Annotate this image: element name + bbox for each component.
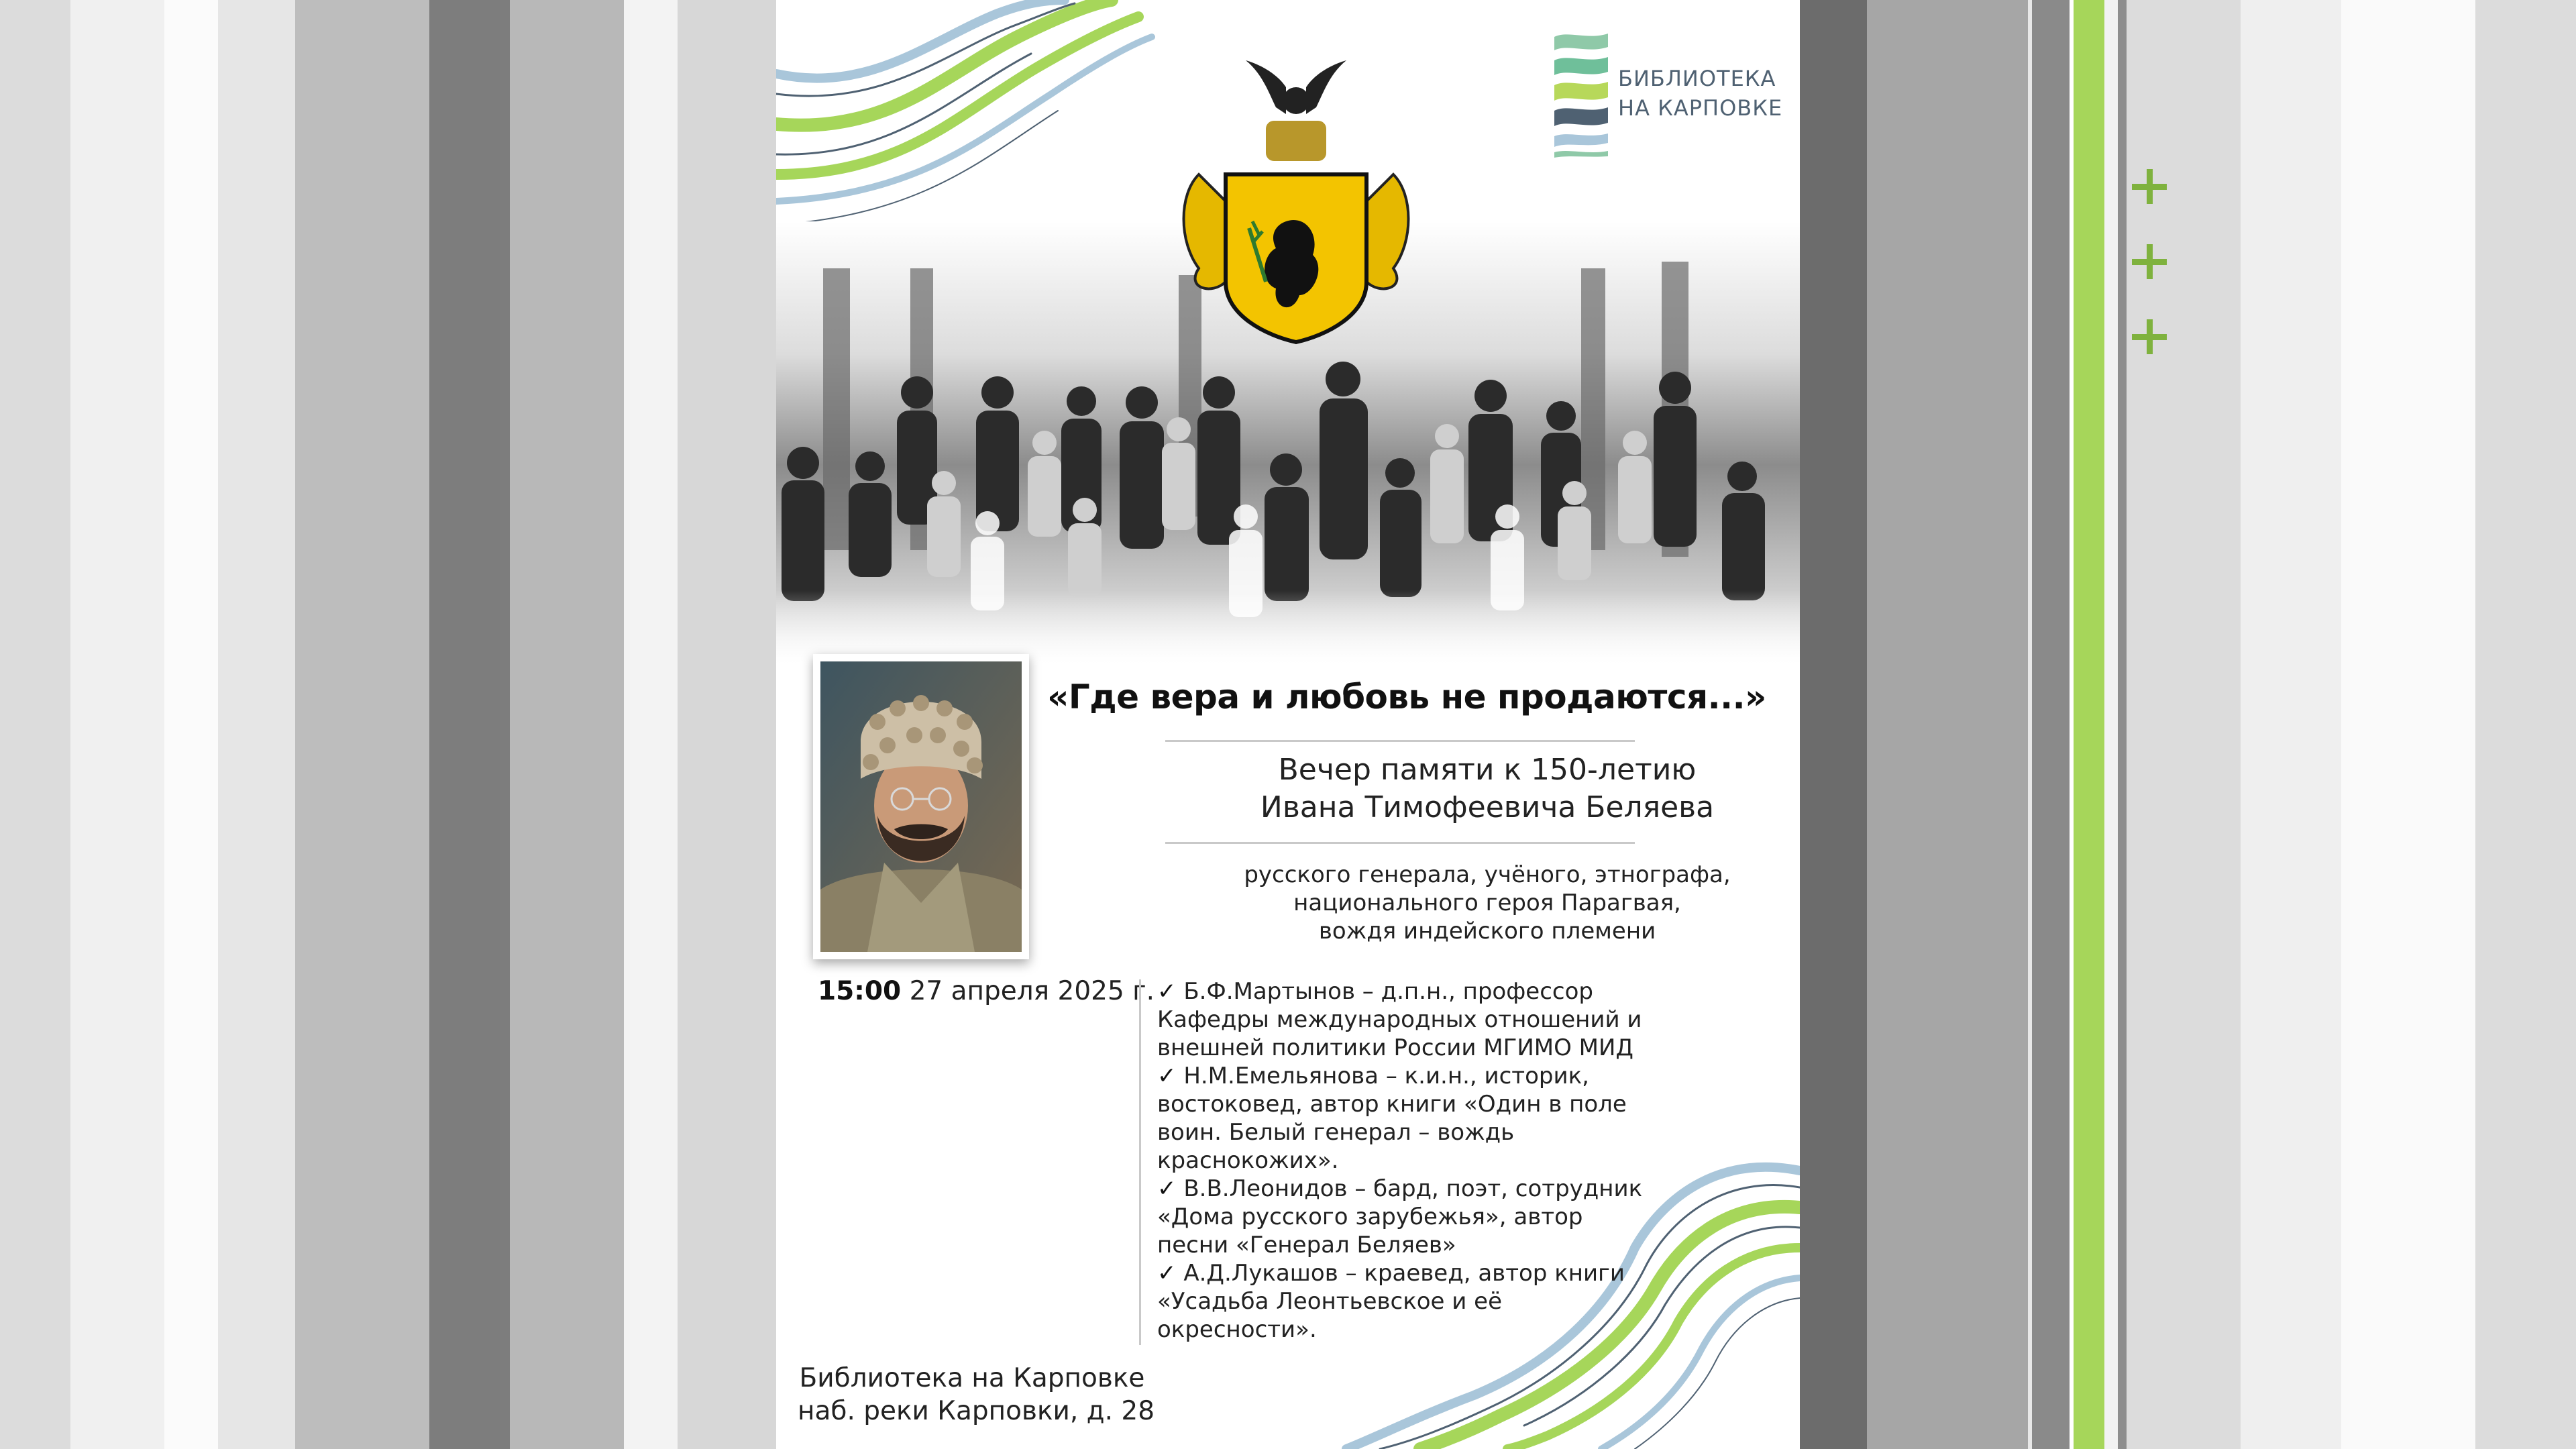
speaker-line: ✓ Б.Ф.Мартынов – д.п.н., профессор xyxy=(1157,978,1593,1005)
desc-line-2: национального героя Парагвая, xyxy=(1293,890,1681,916)
event-title: «Где вера и любовь не продаются...» xyxy=(1047,678,1766,716)
top-wave-decoration xyxy=(776,0,1152,225)
event-poster xyxy=(776,0,1800,1449)
event-address xyxy=(798,1362,1155,1428)
library-logo-text xyxy=(1618,64,1792,123)
speaker-line: воин. Белый генерал – вождь xyxy=(1157,1119,1515,1146)
event-time: 15:00 xyxy=(818,976,902,1006)
speakers-list xyxy=(1157,977,1694,1344)
speakers-divider xyxy=(1139,979,1141,1345)
plus-icon xyxy=(2132,244,2167,279)
speaker-line: «Усадьба Леонтьевское и её xyxy=(1157,1288,1503,1315)
speaker-line: краснокожих». xyxy=(1157,1147,1339,1174)
speaker-line: востоковед, автор книги «Один в поле xyxy=(1157,1091,1627,1118)
portrait-photo xyxy=(813,654,1029,959)
event-description xyxy=(1152,861,1800,945)
desc-line-1: русского генерала, учёного, этнографа, xyxy=(1244,861,1731,888)
speaker-line: внешней политики России МГИМО МИД xyxy=(1157,1034,1633,1061)
logo-line-2: НА КАРПОВКЕ xyxy=(1618,95,1783,121)
speaker-line: ✓ Н.М.Емельянова – к.и.н., историк, xyxy=(1157,1063,1589,1089)
address-line-2: наб. реки Карповки, д. 28 xyxy=(798,1396,1155,1426)
event-date: 27 апреля 2025 г. xyxy=(909,976,1155,1006)
subtitle-line-2: Ивана Тимофеевича Беляева xyxy=(1260,790,1715,824)
address-line-1: Библиотека на Карповке xyxy=(799,1363,1145,1393)
checkmark-icon: ✓ xyxy=(1157,1175,1177,1202)
speaker-line: «Дома русского зарубежья», автор xyxy=(1157,1203,1583,1230)
checkmark-icon: ✓ xyxy=(1157,1260,1177,1287)
portrait-image xyxy=(820,661,1022,952)
divider-top xyxy=(1165,740,1635,742)
speaker-line: Кафедры международных отношений и xyxy=(1157,1006,1642,1033)
plus-icon xyxy=(2132,319,2167,354)
speaker-line: окресности». xyxy=(1157,1316,1317,1343)
speaker-line: ✓ А.Д.Лукашов – краевед, автор книги xyxy=(1157,1260,1625,1287)
checkmark-icon: ✓ xyxy=(1157,1063,1177,1089)
event-datetime xyxy=(818,976,1155,1006)
checkmark-icon: ✓ xyxy=(1157,978,1177,1005)
event-subtitle xyxy=(1152,751,1800,826)
speaker-line: ✓ В.В.Леонидов – бард, поэт, сотрудник xyxy=(1157,1175,1643,1202)
plus-icon xyxy=(2132,169,2167,204)
subtitle-line-1: Вечер памяти к 150-летию xyxy=(1278,753,1697,787)
library-logo-icon xyxy=(1554,30,1611,158)
speaker-line: песни «Генерал Беляев» xyxy=(1157,1232,1456,1258)
logo-line-1: БИБЛИОТЕКА xyxy=(1618,66,1776,91)
desc-line-3: вождя индейского племени xyxy=(1318,918,1656,945)
divider-bottom xyxy=(1165,842,1635,844)
